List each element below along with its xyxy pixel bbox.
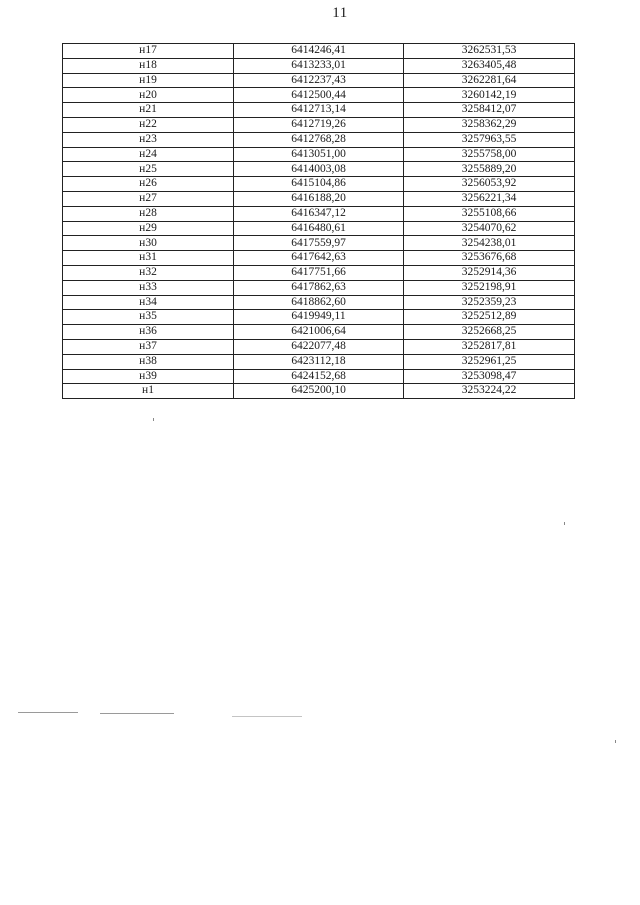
x-coordinate-cell: 6416188,20	[234, 191, 404, 206]
table-row	[63, 251, 575, 266]
coordinates-table	[62, 43, 575, 399]
point-id-cell: н31	[63, 251, 234, 266]
x-coordinate-cell: 6419949,11	[234, 310, 404, 325]
x-coordinate-cell: 6412713,14	[234, 103, 404, 118]
point-id-cell: н19	[63, 73, 234, 88]
table-row	[63, 265, 575, 280]
y-coordinate-cell: 3260142,19	[404, 88, 575, 103]
table-row	[63, 295, 575, 310]
point-id-cell: н36	[63, 325, 234, 340]
y-coordinate-cell: 3252668,25	[404, 325, 575, 340]
x-coordinate-cell: 6412719,26	[234, 117, 404, 132]
table-row	[63, 132, 575, 147]
x-coordinate-cell: 6425200,10	[234, 384, 404, 399]
table-row	[63, 280, 575, 295]
y-coordinate-cell: 3254070,62	[404, 221, 575, 236]
point-id-cell: н32	[63, 265, 234, 280]
scan-artifact-speck	[153, 418, 154, 421]
x-coordinate-cell: 6423112,18	[234, 354, 404, 369]
point-id-cell: н1	[63, 384, 234, 399]
x-coordinate-cell: 6421006,64	[234, 325, 404, 340]
y-coordinate-cell: 3254238,01	[404, 236, 575, 251]
x-coordinate-cell: 6412237,43	[234, 73, 404, 88]
y-coordinate-cell: 3252198,91	[404, 280, 575, 295]
point-id-cell: н38	[63, 354, 234, 369]
x-coordinate-cell: 6412768,28	[234, 132, 404, 147]
table-row	[63, 103, 575, 118]
point-id-cell: н20	[63, 88, 234, 103]
point-id-cell: н28	[63, 206, 234, 221]
table-row	[63, 44, 575, 59]
point-id-cell: н23	[63, 132, 234, 147]
x-coordinate-cell: 6416347,12	[234, 206, 404, 221]
table-row	[63, 310, 575, 325]
x-coordinate-cell: 6417862,63	[234, 280, 404, 295]
y-coordinate-cell: 3256221,34	[404, 191, 575, 206]
y-coordinate-cell: 3252817,81	[404, 339, 575, 354]
table-row	[63, 221, 575, 236]
table-row	[63, 206, 575, 221]
x-coordinate-cell: 6418862,60	[234, 295, 404, 310]
y-coordinate-cell: 3253098,47	[404, 369, 575, 384]
y-coordinate-cell: 3257963,55	[404, 132, 575, 147]
y-coordinate-cell: 3258362,29	[404, 117, 575, 132]
y-coordinate-cell: 3263405,48	[404, 58, 575, 73]
x-coordinate-cell: 6414246,41	[234, 44, 404, 59]
x-coordinate-cell: 6417642,63	[234, 251, 404, 266]
y-coordinate-cell: 3255758,00	[404, 147, 575, 162]
point-id-cell: н37	[63, 339, 234, 354]
x-coordinate-cell: 6417559,97	[234, 236, 404, 251]
y-coordinate-cell: 3262531,53	[404, 44, 575, 59]
table-row	[63, 58, 575, 73]
table-row	[63, 147, 575, 162]
point-id-cell: н22	[63, 117, 234, 132]
y-coordinate-cell: 3252914,36	[404, 265, 575, 280]
y-coordinate-cell: 3252961,25	[404, 354, 575, 369]
table-row	[63, 162, 575, 177]
point-id-cell: н39	[63, 369, 234, 384]
y-coordinate-cell: 3253676,68	[404, 251, 575, 266]
table-row	[63, 73, 575, 88]
table-row	[63, 117, 575, 132]
scan-artifact-line	[100, 713, 174, 714]
coordinates-table-body	[63, 44, 575, 399]
table-row	[63, 325, 575, 340]
point-id-cell: н21	[63, 103, 234, 118]
table-row	[63, 339, 575, 354]
table-row	[63, 354, 575, 369]
point-id-cell: н17	[63, 44, 234, 59]
y-coordinate-cell: 3252359,23	[404, 295, 575, 310]
point-id-cell: н29	[63, 221, 234, 236]
point-id-cell: н34	[63, 295, 234, 310]
point-id-cell: н24	[63, 147, 234, 162]
table-row	[63, 191, 575, 206]
table-row	[63, 369, 575, 384]
table-row	[63, 384, 575, 399]
scan-artifact-speck	[615, 740, 616, 743]
x-coordinate-cell: 6412500,44	[234, 88, 404, 103]
x-coordinate-cell: 6413233,01	[234, 58, 404, 73]
x-coordinate-cell: 6416480,61	[234, 221, 404, 236]
x-coordinate-cell: 6424152,68	[234, 369, 404, 384]
point-id-cell: н18	[63, 58, 234, 73]
page-number: 11	[332, 5, 348, 21]
x-coordinate-cell: 6417751,66	[234, 265, 404, 280]
point-id-cell: н26	[63, 177, 234, 192]
x-coordinate-cell: 6422077,48	[234, 339, 404, 354]
x-coordinate-cell: 6415104,86	[234, 177, 404, 192]
scan-artifact-speck	[564, 522, 565, 525]
y-coordinate-cell: 3262281,64	[404, 73, 575, 88]
point-id-cell: н25	[63, 162, 234, 177]
table-row	[63, 177, 575, 192]
table-row	[63, 88, 575, 103]
point-id-cell: н35	[63, 310, 234, 325]
y-coordinate-cell: 3256053,92	[404, 177, 575, 192]
x-coordinate-cell: 6414003,08	[234, 162, 404, 177]
y-coordinate-cell: 3255889,20	[404, 162, 575, 177]
point-id-cell: н30	[63, 236, 234, 251]
table-row	[63, 236, 575, 251]
point-id-cell: н33	[63, 280, 234, 295]
y-coordinate-cell: 3255108,66	[404, 206, 575, 221]
y-coordinate-cell: 3252512,89	[404, 310, 575, 325]
scan-artifact-line	[232, 716, 302, 717]
y-coordinate-cell: 3253224,22	[404, 384, 575, 399]
x-coordinate-cell: 6413051,00	[234, 147, 404, 162]
point-id-cell: н27	[63, 191, 234, 206]
scan-artifact-line	[18, 712, 78, 713]
y-coordinate-cell: 3258412,07	[404, 103, 575, 118]
